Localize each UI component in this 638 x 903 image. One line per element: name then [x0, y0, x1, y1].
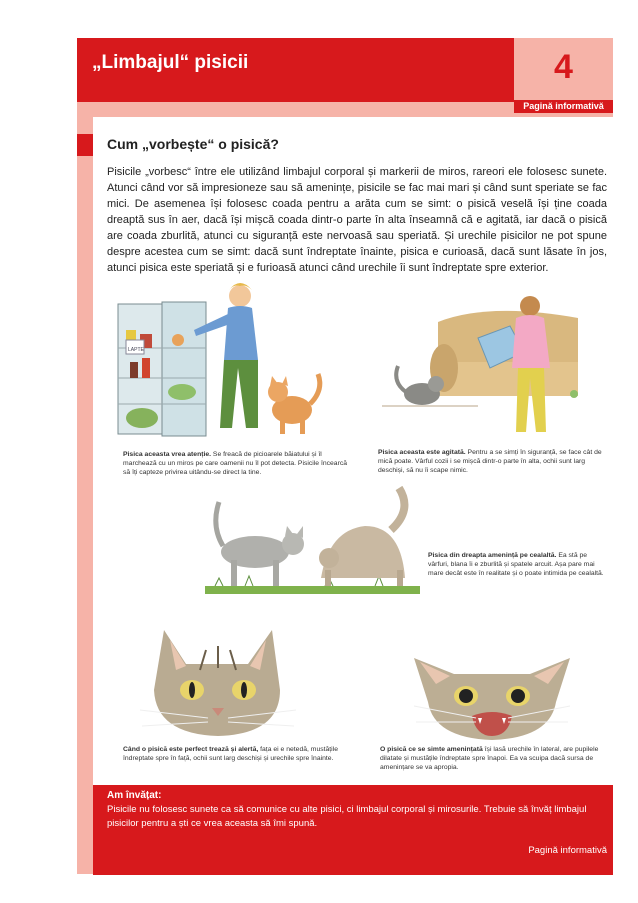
fridge	[118, 302, 206, 436]
caption-agitated: Pisica aceasta este agitată. Pentru a se simți în siguranță, se face cât de mică poate. Vârful cozii i se mișcă dintr-o parte în alta, ochii sunt larg deschiși, să nu îi scape nimic.	[378, 449, 602, 474]
girl-sofa-cat-illustration	[378, 282, 598, 442]
caption-threatening: Pisica din dreapta amenință pe cealaltă. Ea stă pe vârfuri, blana îi e zburlită și spatele arcuit. Așa pare mai mare decât este în realitate și o poate intimida pe cealaltă.	[428, 552, 604, 577]
page-number-box	[514, 38, 613, 102]
orange-cat	[268, 374, 320, 434]
caption-alert: Când o pisică este perfect trează și alertă, fața ei e netedă, mustățile îndreptate spre în față, ochii sunt larg deschiși și urechile spre înainte.	[123, 746, 338, 762]
info-page-tag: Pagină informativă	[514, 100, 613, 113]
page-number: 4	[554, 48, 573, 86]
threatened-cat-face-illustration	[410, 618, 575, 742]
arched-tabby-cat	[319, 488, 405, 586]
section-title: Cum „vorbește“ o pisică?	[107, 136, 279, 152]
footer-info-tag: Pagină informativă	[528, 845, 607, 856]
learned-title: Am învățat:	[107, 790, 162, 801]
cats-standoff-illustration	[205, 486, 420, 596]
caption-wants-attention: Pisica aceasta vrea atenție. Se freacă de picioarele băiatului și îl marchează cu un miros pe care oamenii nu îl pot detecta. Pisicile încearcă să îți capteze privirea uitându-se direct la tine.	[123, 451, 348, 476]
intro-paragraph: Pisicile „vorbesc“ între ele utilizând limbajul corporal și markerii de miros, rareori ele folosesc sunete. Atunci când vor să impresioneze sau să amenințe, pisicile se fac mai mari și când sunt speriate se fac mici. De asemenea își folosesc coada pentru a arăta cum se simt: o pisică veselă își ține coada dreaptă sus în aer, dacă își mișcă coada dintr-o parte în alta înseamnă că e agitată, iar dacă o pisică are coada zburlită, atunci cu siguranță este nervoasă sau speriată. Și urechile pisicilor ne pot spune despre acestea cum se simt: dacă sunt îndreptate înainte, pisica e curioasă, dacă sunt lăsate în jos, atunci pisica este speriată și e furioasă atunci când urechile îi sunt îndreptate spre exterior.	[107, 166, 607, 274]
boy-fridge-cat-illustration	[112, 278, 334, 438]
learned-text: Pisicile nu folosesc sunete ca să comunice cu alte pisici, ci limbajul corporal și mirosurile. Trebuie să învăț limbajul pisicilor pentru a ști ce vrea aceasta să îmi spună.	[107, 804, 587, 829]
section-marker	[77, 134, 93, 156]
milk-label: LAPTE	[128, 347, 144, 353]
calm-grey-cat	[216, 502, 304, 586]
grass	[205, 576, 420, 594]
sofa	[430, 311, 578, 396]
page-title: „Limbajul“ pisicii	[92, 52, 249, 73]
alert-cat-face-illustration	[130, 610, 305, 740]
caption-threatened: O pisică ce se simte amenințată își lasă urechile în lateral, are pupilele dilatate și mustățile îndreptate spre înapoi. Ea va scuipa dacă sursa de amenințare se va apropia.	[380, 746, 599, 771]
